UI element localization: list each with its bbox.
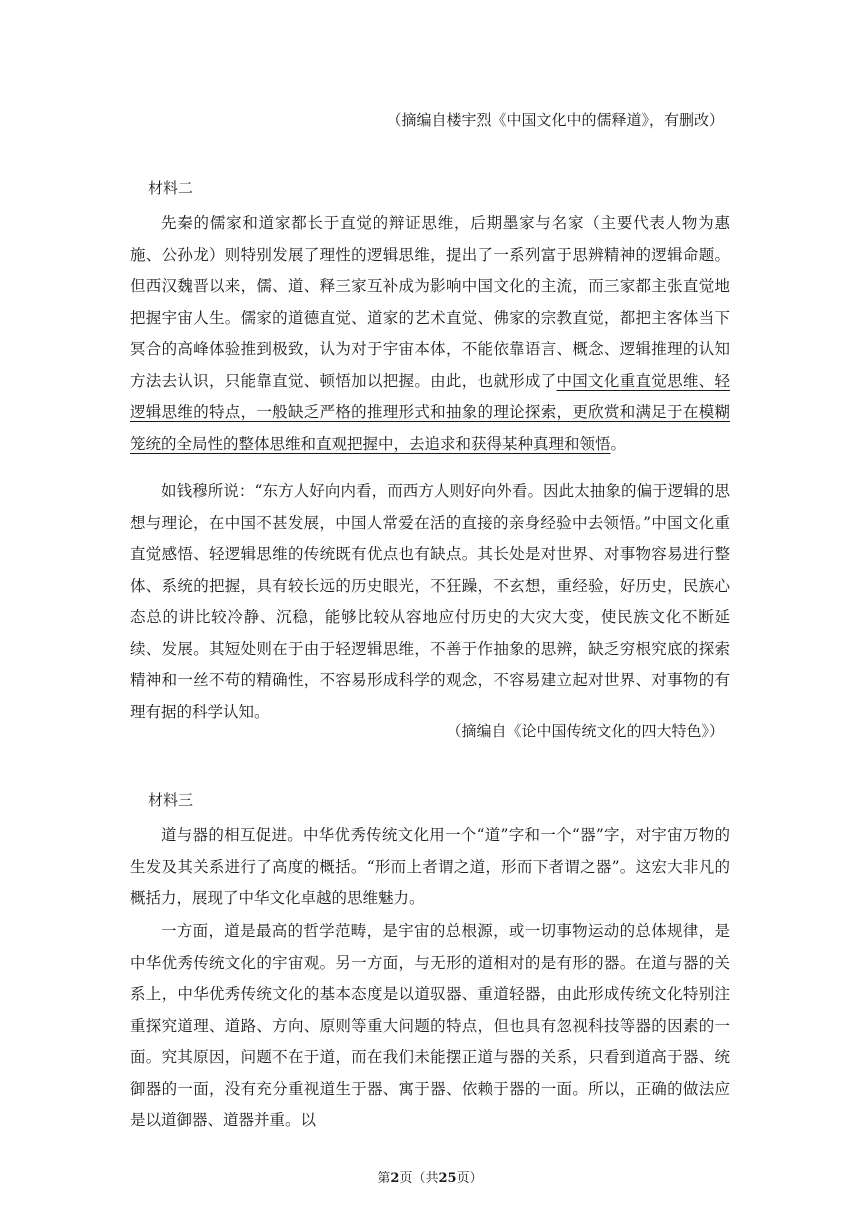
total-pages: 25: [438, 1171, 457, 1186]
material-3-paragraph-1: 道与器的相互促进。中华优秀传统文化用一个“道”字和一个“器”字，对宇宙万物的生发及其关系进行了高度的概括。“形而上者谓之道，形而下者谓之器”。这宏大非凡的概括力，展现了中华文化卓越的思维魅力。: [130, 826, 730, 907]
page-footer: [0, 1170, 860, 1188]
source-citation-1: （摘编自楼宇烈《中国文化中的儒释道》，有删改）: [386, 111, 724, 129]
material-3-paragraph-2: 一方面，道是最高的哲学范畴，是宇宙的总根源，或一切事物运动的总体规律，是中华优秀传统文化的宇宙观。另一方面，与无形的道相对的是有形的器。在道与器的关系上，中华优秀传统文化的基本态度是以道驭器、重道轻器，由此形成传统文化特别注重探究道理、道路、方向、原则等重大问题的特点，但也具有忽视科技等器的因素的一面。究其原因，问题不在于道，而在我们未能摆正道与器的关系，只看到道高于器、统御器的一面，没有充分重视道生于器、寓于器、依赖于器的一面。所以，正确的做法应是以道御器、道器并重。以: [130, 922, 730, 1129]
underlined-passage: 中国文化重直觉思维、轻逻辑思维的特点，一般缺乏严格的推理形式和抽象的理论探索，更欣赏和满足于在模糊笼统的全局性的整体思维和直观把握中，去追求和获得某种真理和领悟: [130, 371, 730, 453]
page-number: 2: [390, 1171, 400, 1186]
material-3-heading: 材料三: [148, 791, 194, 809]
paragraph-text-end: 。: [610, 434, 627, 453]
material-2-heading: 材料二: [148, 179, 194, 197]
footer-suffix: 页）: [456, 1171, 483, 1186]
footer-prefix: 第: [377, 1171, 391, 1186]
source-citation-2: （摘编自《论中国传统文化的四大特色》）: [446, 722, 724, 740]
footer-middle: 页（共: [399, 1171, 439, 1186]
paragraph-text: 先秦的儒家和道家都长于直觉的辩证思维，后期墨家与名家（主要代表人物为惠施、公孙龙）则特别发展了理性的逻辑思维，提出了一系列富于思辨精神的逻辑命题。但西汉魏晋以来，儒、道、释三家互补成为影响中国文化的主流，而三家都主张直觉地把握宇宙人生。儒家的道德直觉、道家的艺术直觉、佛家的宗教直觉，都把主客体当下冥合的高峰体验推到极致，认为对于宇宙本体，不能依靠语言、概念、逻辑推理的认知方法去认识，只能靠直觉、顿悟加以把握。由此，也就形成了: [130, 214, 730, 390]
material-2-paragraph-1: [130, 208, 730, 460]
material-2-paragraph-2: 如钱穆所说：“东方人好向内看，而西方人则好向外看。因此太抽象的偏于逻辑的思想与理论，在中国不甚发展，中国人常爱在活的直接的亲身经验中去领悟。”中国文化重直觉感悟、轻逻辑思维的传统既有优点也有缺点。其长处是对世界、对事物容易进行整体、系统的把握，具有较长远的历史眼光，不狂躁，不玄想，重经验，好历史，民族心态总的讲比较冷静、沉稳，能够比较从容地应付历史的大灾大变，使民族文化不断延续、发展。其短处则在于由于轻逻辑思维，不善于作抽象的思辨，缺乏穷根究底的探索精神和一丝不苟的精确性，不容易形成科学的观念，不容易建立起对世界、对事物的有理有据的科学认知。: [130, 482, 730, 721]
